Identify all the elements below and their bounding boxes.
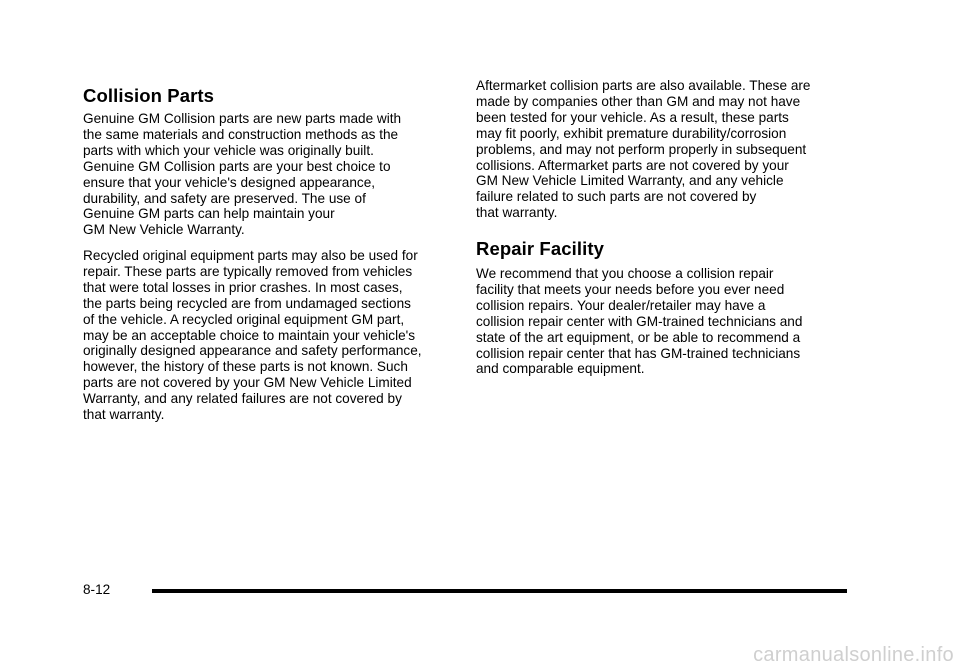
repair-facility-paragraph: We recommend that you choose a collision repair facility that meets your needs before you ever need collision repairs. Your dealer/retailer may have a collision repair center with GM-trained technicians and state of the art equipment, or be able to recommend a collision repair center that has GM-trained technicians and comparable equipment. — [476, 266, 803, 377]
repair-facility-heading: Repair Facility — [476, 238, 604, 259]
collision-parts-heading: Collision Parts — [83, 85, 215, 106]
genuine-parts-paragraph: Genuine GM Collision parts are new parts made with the same materials and construction methods as the parts with which your vehicle was originally built. Genuine GM Collision parts are your best choice to ensure that your vehicle's designed appearance, durability, and safety are preserved. The use of Genuine GM parts can help maintain your GM New Vehicle Warranty. — [83, 111, 402, 238]
footer-rule — [152, 589, 847, 593]
aftermarket-parts-paragraph: Aftermarket collision parts are also available. These are made by companies other than GM and may not have been tested for your vehicle. As a result, these parts may fit poorly, exhibit premature durability/corrosion problems, and may not perform properly in subsequent collisions. Aftermarket parts are not covered by your GM New Vehicle Limited Warranty, and any vehicle failure related to such parts are not covered by that warranty. — [476, 78, 811, 221]
watermark[interactable]: carmanualsonline.info — [753, 644, 954, 666]
page-number: 8-12 — [83, 582, 111, 597]
recycled-parts-paragraph: Recycled original equipment parts may also be used for repair. These parts are typically removed from vehicles that were total losses in prior crashes. In most cases, the parts being recycled are from undamaged sections of the vehicle. A recycled original equipment GM part, may be an acceptable choice to maintain your vehicle's originally designed appearance and safety performance, however, the history of these parts is not known. Such parts are not covered by your GM New Vehicle Limited Warranty, and any related failures are not covered by that warranty. — [83, 248, 422, 423]
